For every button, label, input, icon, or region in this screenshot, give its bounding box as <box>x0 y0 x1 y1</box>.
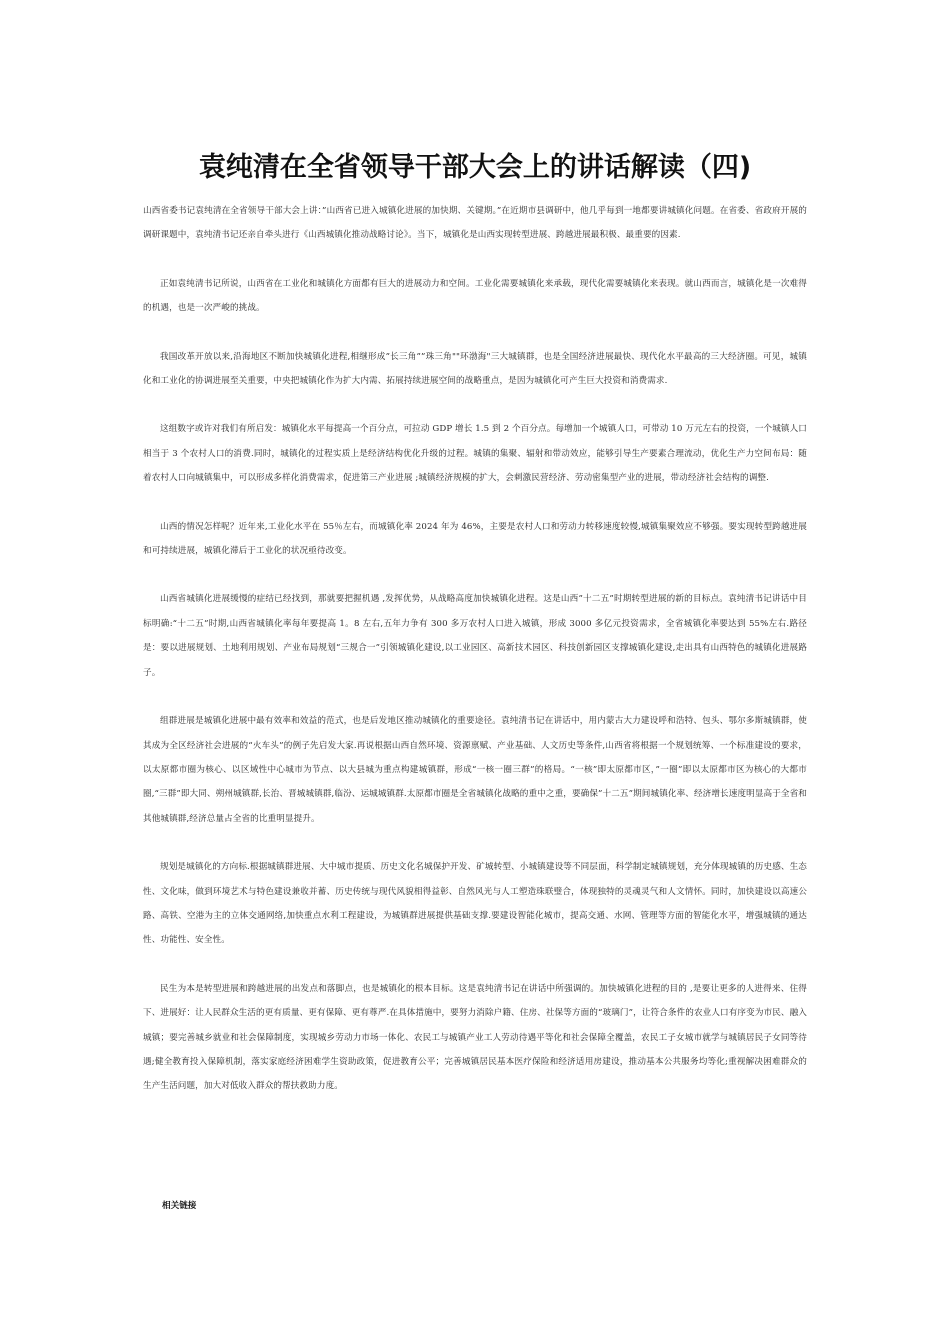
paragraph-8: 规划是城镇化的方向标.根据城镇群进展、大中城市提质、历史文化名城保护开发、矿城转型、小城镇建设等不同层面，科学制定城镇规划，充分体现城镇的历史感、生态性、文化味，做到环境艺术与特色建设兼收并蓄、历史传统与现代风貌相得益彰、自然风光与人工塑造珠联璧合，体现独特的灵魂灵气和人文情怀。同时，加快建设以高速公路、高铁、空港为主的立体交通网络,加快重点水利工程建设，为城镇群进展提供基础支撑.要建设智能化城市，提高交通、水网、管理等方面的智能化水平，增强城镇的通达性、功能性、安全性。 <box>143 862 808 946</box>
paragraph-gap <box>143 393 807 417</box>
paragraph-1: 山西省委书记袁纯清在全省领导干部大会上讲：”山西省已进入城镇化进展的加快期、关键期。”在近期市县调研中，他几乎每到一地都要讲城镇化问题。在省委、省政府开展的调研课题中，袁纯清书记还亲自牵头进行《山西城镇化推动战略讨论》。当下，城镇化是山西实现转型进展、跨越进展最积极、最重要的因素. <box>143 206 807 241</box>
paragraph-6: 山西省城镇化进展缓慢的症结已经找到，那就要把握机遇 ,发挥优势，从战略高度加快城镇化进程。这是山西”十二五”时期转型进展的新的目标点。袁纯清书记讲话中目标明确:“十二五”时期,山西省城镇化率每年要提高 1。8 左右,五年力争有 300 多万农村人口进入城镇，形成 3000 多亿元投资需求，全省城镇化率要达到 55%左右.路径是：要以进展规划、土地利用规划、产业布局规划“三规合一”引领城镇化建设,以工业园区、高新技术园区、科技创新园区支撑城镇化建设,走出具有山西特色的城镇化进展路子。 <box>143 594 807 678</box>
paragraph-gap <box>143 491 807 515</box>
paragraph-7: 组群进展是城镇化进展中最有效率和效益的范式，也是后发地区推动城镇化的重要途径。袁纯清书记在讲话中，用内蒙古大力建设呼和浩特、包头、鄂尔多斯城镇群，使其成为全区经济社会进展的“火车头”的例子先启发大家.再说根据山西自然环境、资源禀赋、产业基础、人文历史等条件,山西省将根据一个规划统筹、一个标准建设的要求，以太原都市圈为核心、以区域性中心城市为节点、以大县城为重点构建城镇群，形成“一核一圈三群”的格局。“一核”即太原都市区，”一圈”即以太原都市区为核心的大都市圈,“三群”即大同、朔州城镇群,长治、晋城城镇群,临汾、运城城镇群.太原都市圈是全省城镇化战略的重中之重，要确保”十二五”期间城镇化率、经济增长速度明显高于全省和其他城镇群,经济总量占全省的比重明显提升。 <box>143 716 807 824</box>
paragraph-gap <box>143 563 807 587</box>
paragraph-gap <box>143 953 807 977</box>
paragraph-2: 正如袁纯清书记所说，山西省在工业化和城镇化方面都有巨大的进展动力和空间。工业化需要城镇化来承载，现代化需要城镇化来表现。就山西而言，城镇化是一次难得的机遇，也是一次严峻的挑战。 <box>143 278 807 314</box>
paragraph-5: 山西的情况怎样呢？近年来,工业化水平在 55％左右，而城镇化率 2024 年为 46%，主要是农村人口和劳动力转移速度较慢,城镇集聚效应不够强。要实现转型跨越进展和可持续进展，城镇化滞后于工业化的状况亟待改变。 <box>143 521 807 557</box>
paragraph-gap <box>143 248 807 272</box>
paragraph-gap <box>143 321 807 345</box>
paragraph-gap <box>143 831 807 855</box>
paragraph-9: 民生为本是转型进展和跨越进展的出发点和落脚点，也是城镇化的根本目标。这是袁纯清书记在讲话中所强调的。加快城镇化进程的目的 ,是要让更多的人进得来、住得下、进展好：让人民群众生活的更有质量、更有保障、更有尊严.在具体措施中，要努力消除户籍、住房、社保等方面的“玻璃门”，让符合条件的农业人口有序变为市民、融入城镇；要完善城乡就业和社会保障制度，实现城乡劳动力市场一体化、农民工与城镇产业工人劳动待遇平等化和社会保障全覆盖，农民工子女城市就学与城镇居民子女同等待遇;健全教育投入保障机制，落实家庭经济困难学生资助政策，促进教育公平；完善城镇居民基本医疗保险和经济适用房建设，推动基本公共服务均等化;重视解决困难群众的生产生活问题，加大对低收入群众的帮扶救助力度。 <box>143 983 807 1092</box>
related-links-heading[interactable]: 相关链接 <box>162 1201 197 1211</box>
paragraph-3: 我国改革开放以来,沿海地区不断加快城镇化进程,相继形成”长三角””珠三角""环渤海"三大城镇群，也是全国经济进展最快、现代化水平最高的三大经济圈。可见，城镇化和工业化的协调进展至关重要，中央把城镇化作为扩大内需、拓展持续进展空间的战略重点，是因为城镇化可产生巨大投资和消费需求. <box>143 351 807 387</box>
paragraph-gap <box>143 685 807 709</box>
paragraph-4: 这组数字或许对我们有所启发：城镇化水平每提高一个百分点，可拉动 GDP 增长 1.5 到 2 个百分点。每增加一个城镇人口，可带动 10 万元左右的投资，一个城镇人口相当于 3 个农村人口的消费.同时，城镇化的过程实质上是经济结构优化升级的过程。城镇的集聚、辐射和带动效应，能够引导生产要素合理流动，优化生产力空间布局：随着农村人口向城镇集中，可以形成多样化消费需求，促进第三产业进展 ;城镇经济规模的扩大，会刺激民营经济、劳动密集型产业的进展，带动经济社会结构的调整. <box>143 424 807 484</box>
document-title: 袁纯清在全省领导干部大会上的讲话解读（四) <box>198 152 752 183</box>
article-body <box>143 199 807 1099</box>
